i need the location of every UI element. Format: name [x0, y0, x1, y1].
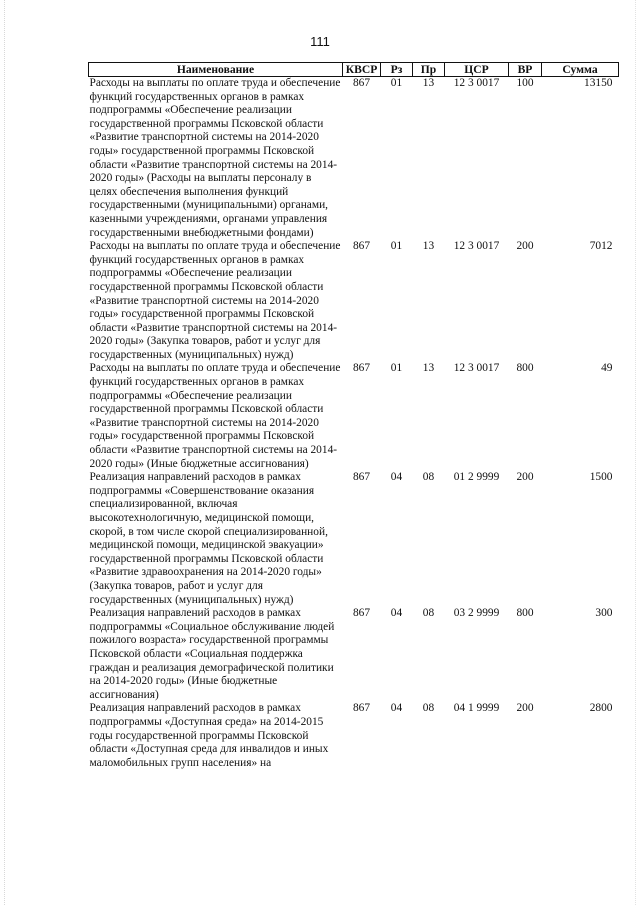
row-vr: 800 — [516, 362, 534, 375]
row-sum: 7012 — [589, 240, 613, 253]
scan-margin-right — [635, 0, 637, 905]
budget-table — [88, 62, 619, 770]
row-vr: 200 — [516, 471, 534, 484]
table-row — [89, 77, 619, 241]
table-row — [89, 240, 619, 362]
row-csr: 03 2 9999 — [453, 607, 500, 620]
row-sum: 1500 — [589, 471, 613, 484]
row-rz: 04 — [390, 471, 403, 484]
table-header-row — [89, 63, 619, 77]
row-pr: 08 — [422, 607, 435, 620]
table-row — [89, 362, 619, 471]
row-rz: 01 — [390, 77, 403, 89]
header-csr: ЦСР — [445, 63, 509, 77]
row-name: Расходы на выплаты по оплате труда и обеспечение функций государственных органов в рамках подпрограммы «Обеспечение реализации государственной программы Псковской области «Развитие транспортной системы на 2014-2020 годы» государственной программы Псковской области «Развитие транспортной системы на 2014-2020 годы» (Иные бюджетные ассигнования) — [89, 362, 341, 470]
row-name: Реализация направлений расходов в рамках подпрограммы «Социальное обслуживание людей пожилого возраста» государственной программы Псковской области «Социальная поддержка граждан и реализация демографической политики на 2014-2020 годы» (Иные бюджетные ассигнования) — [89, 607, 335, 701]
row-csr: 12 3 0017 — [453, 362, 500, 375]
row-pr: 13 — [422, 77, 435, 89]
page-number: 111 — [310, 34, 330, 49]
row-name: Реализация направлений расходов в рамках подпрограммы «Совершенствование оказания специализированной, включая высокотехнологичную, медицинской помощи, скорой, в том числе скорой специализированной, медицинской помощи, медицинской эвакуации» государственной программы Псковской области «Развитие здравоохранения на 2014-2020 годы» (Закупка товаров, работ и услуг для государственных (муниципальных) нужд) — [89, 471, 328, 606]
row-vr: 800 — [516, 607, 534, 620]
row-rz: 01 — [390, 240, 403, 253]
row-kvsr: 867 — [352, 702, 371, 715]
header-sum: Сумма — [542, 63, 619, 77]
header-kvsr: КВСР — [343, 63, 381, 77]
row-sum: 2800 — [589, 702, 613, 715]
row-kvsr: 867 — [352, 77, 371, 89]
row-kvsr: 867 — [352, 471, 371, 484]
header-name: Наименование — [89, 63, 343, 77]
table-row — [89, 471, 619, 607]
row-pr: 08 — [422, 702, 435, 715]
row-pr: 13 — [422, 240, 435, 253]
row-name: Реализация направлений расходов в рамках подпрограммы «Доступная среда» на 2014-2015 годы государственной программы Псковской области «Доступная среда для инвалидов и иных маломобильных групп населения» на — [89, 702, 329, 769]
row-kvsr: 867 — [352, 240, 371, 253]
header-vr: ВР — [509, 63, 542, 77]
row-rz: 04 — [390, 702, 403, 715]
row-vr: 200 — [516, 702, 534, 715]
row-name: Расходы на выплаты по оплате труда и обеспечение функций государственных органов в рамках подпрограммы «Обеспечение реализации государственной программы Псковской области «Развитие транспортной системы на 2014-2020 годы» государственной программы Псковской области «Развитие транспортной системы на 2014-2020 годы» (Расходы на выплаты персоналу в целях обеспечения выполнения функций государственными (муниципальными) органами, казенными учреждениями, органами управления государственными внебюджетными фондами) — [89, 77, 341, 239]
row-rz: 04 — [390, 607, 403, 620]
header-rz: Рз — [381, 63, 413, 77]
row-pr: 13 — [422, 362, 435, 375]
row-vr: 200 — [516, 240, 534, 253]
row-rz: 01 — [390, 362, 403, 375]
row-csr: 12 3 0017 — [453, 77, 500, 89]
header-pr: Пр — [413, 63, 445, 77]
table-row — [89, 702, 619, 770]
row-kvsr: 867 — [352, 607, 371, 620]
row-vr: 100 — [516, 77, 534, 89]
row-csr: 04 1 9999 — [453, 702, 500, 715]
row-sum: 300 — [595, 607, 613, 620]
row-pr: 08 — [422, 471, 435, 484]
row-csr: 12 3 0017 — [453, 240, 500, 253]
table-row — [89, 607, 619, 702]
row-sum: 49 — [601, 362, 613, 375]
row-csr: 01 2 9999 — [453, 471, 500, 484]
scan-margin-left — [4, 0, 6, 905]
row-kvsr: 867 — [352, 362, 371, 375]
row-sum: 13150 — [584, 77, 613, 89]
row-name: Расходы на выплаты по оплате труда и обеспечение функций государственных органов в рамках подпрограммы «Обеспечение реализации государственной программы Псковской области «Развитие транспортной системы на 2014-2020 годы» государственной программы Псковской области «Развитие транспортной системы на 2014-2020 годы» (Закупка товаров, работ и услуг для государственных (муниципальных) нужд) — [89, 240, 341, 361]
